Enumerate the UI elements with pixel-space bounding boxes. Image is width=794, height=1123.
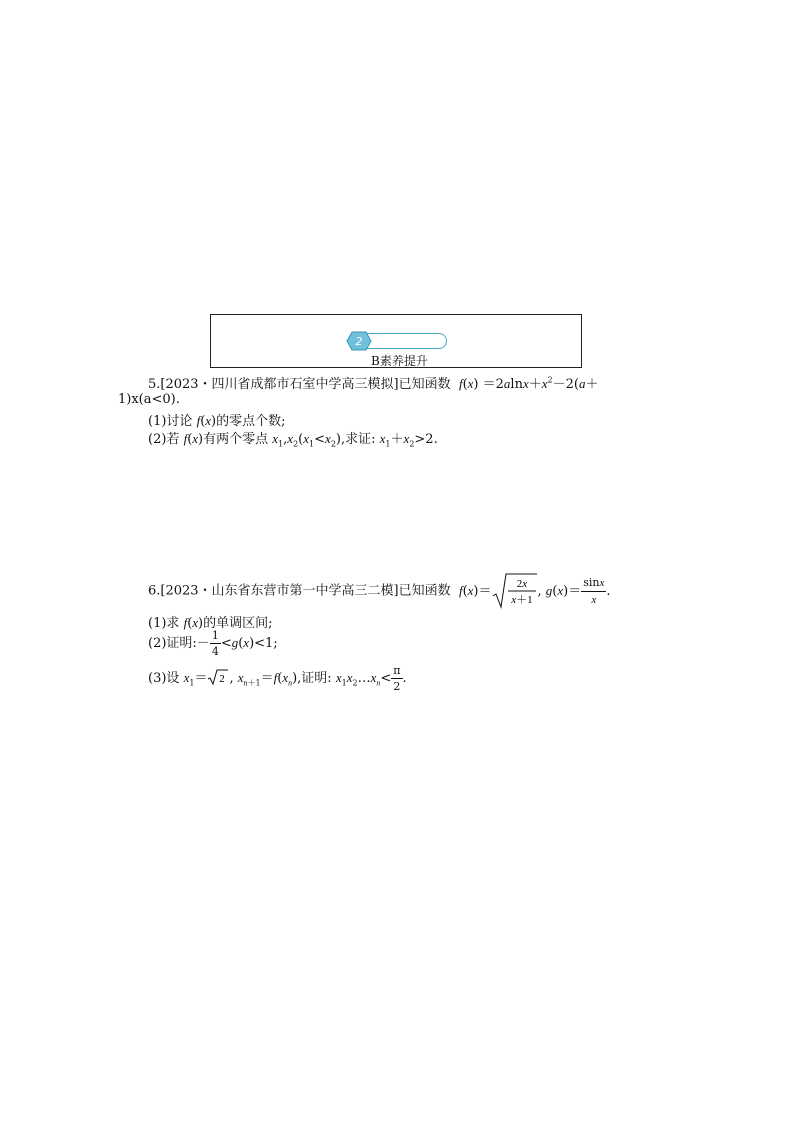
sqrt-expression — [492, 572, 538, 610]
part-label: (3)设 — [148, 671, 180, 686]
sqrt-two — [207, 671, 229, 686]
fraction-sinx-over-x: $\frac{\sin x}{x}$ — [583, 575, 605, 606]
part-label: (1)讨论 — [148, 414, 193, 429]
part-text: 的单调区间; — [203, 616, 273, 631]
problem-5-part-2: (2)若 f(x)有两个零点 $x_1,x_2(x_1<x_2)$,求证: $x_1+x_2>2$. — [148, 431, 438, 449]
part-label: (2)证明: — [148, 636, 197, 651]
svg-text:x＋1: x＋1 — [510, 594, 533, 606]
problem-6-part-3: (3)设 $x_1=$ 2 , $x_{n+1}=f(x_n)$,证明: $x_1x_2\dots x_n<$ $\frac{\pi}{2}$ . — [148, 664, 407, 693]
svg-text:2x: 2x — [516, 578, 527, 590]
svg-text:2: 2 — [355, 335, 363, 348]
fraction-pi-over-two: $\frac{\pi}{2}$ — [393, 664, 401, 693]
part-label: (2)若 — [148, 432, 180, 447]
problem-6-number: 6. — [148, 583, 161, 599]
problem-6-line-1 — [148, 572, 610, 610]
problem-5-intro: 已知函数 — [398, 377, 451, 392]
svg-text:2: 2 — [219, 673, 226, 685]
part-text: ,求证: — [340, 432, 376, 447]
part-text: 的零点个数; — [216, 414, 286, 429]
part-text: 有两个零点 — [203, 432, 269, 447]
fraction-one-quarter: $\frac{1}{4}$ — [211, 629, 219, 658]
problem-5-line-2: 1)x(a<0). — [118, 392, 180, 407]
problem-5-line-1 — [148, 373, 598, 392]
problem-6-intro: 已知函数 — [398, 583, 451, 599]
part-text: ,证明: — [297, 671, 332, 686]
problem-5-part-1: (1)讨论 f(x)的零点个数; — [148, 413, 286, 429]
problem-6-part-1: (1)求 f(x)的单调区间; — [148, 615, 273, 631]
problem-6-part-2: (2)证明:－ $\frac{1}{4}$ <g(x)<1; — [148, 629, 278, 658]
hexagon-badge-icon — [345, 330, 373, 352]
problem-6-source: [2023・山东省东营市第一中学高三二模] — [160, 583, 399, 599]
section-title: B素养提升 — [371, 354, 428, 368]
problem-6-function-f: f(x)＝ 2x x＋1 , g(x)＝ $\frac{\sin x}{x}$ . — [455, 584, 611, 599]
part-label: (1)求 — [148, 616, 180, 631]
problem-5-source: [2023・四川省成都市石室中学高三模拟] — [160, 377, 399, 392]
section-header-box — [210, 314, 582, 368]
problem-5-function: $f(x) =2alnx+x^2-2(a+$ — [458, 375, 599, 392]
problem-5-number: 5. — [148, 377, 161, 392]
